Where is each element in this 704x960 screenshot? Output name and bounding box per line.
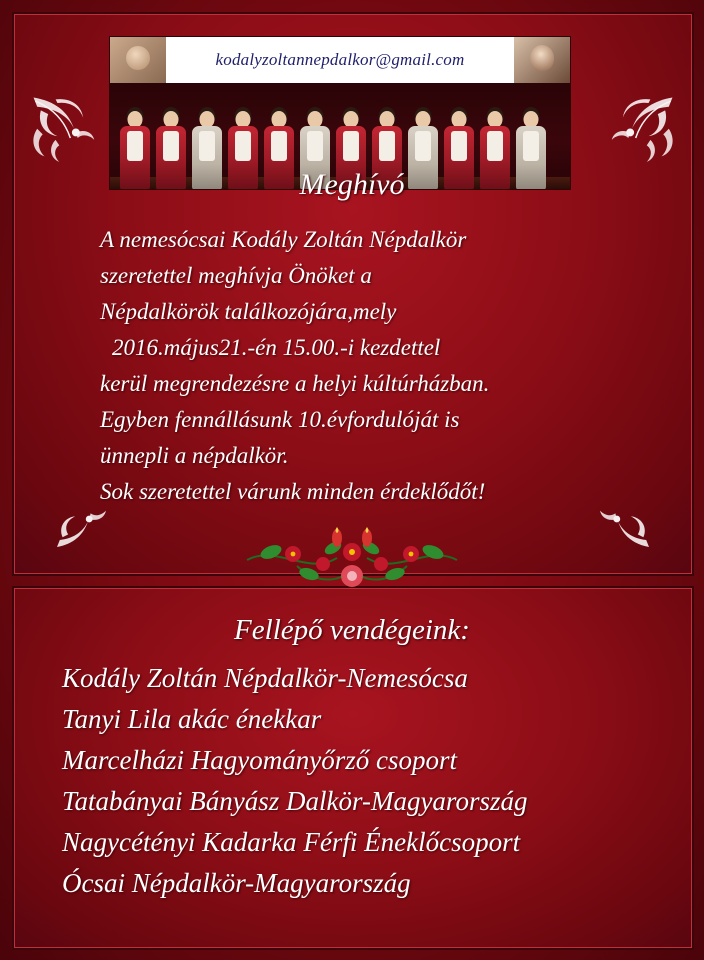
invitation-line: 2016.május21.-én 15.00.-i kezdettel (112, 335, 441, 360)
list-item: Kodály Zoltán Népdalkör-Nemesócsa (62, 663, 468, 693)
invitation-title: Meghívó (299, 168, 405, 201)
floral-divider-icon (237, 524, 467, 604)
invitation-line: szeretettel meghívja Önöket a (100, 263, 372, 288)
invitation-line: ünnepli a népdalkör. (100, 443, 289, 468)
list-item: Marcelházi Hagyományőrző csoport (62, 745, 457, 775)
guests-list (62, 658, 662, 904)
guests-title: Fellépő vendégeink: (234, 614, 470, 646)
email-banner (110, 37, 570, 83)
invitation-line: Sok szeretettel várunk minden érdeklődőt! (100, 479, 486, 504)
email-address: kodalyzoltannepdalkor@gmail.com (215, 50, 465, 69)
list-item: Ócsai Népdalkör-Magyarország (62, 868, 411, 898)
choir-photo-strip (109, 36, 571, 190)
list-item: Tatabányai Bányász Dalkör-Magyarország (62, 786, 528, 816)
list-item: Nagycétényi Kadarka Férfi Éneklőcsoport (62, 827, 521, 857)
invitation-body (100, 222, 620, 510)
portrait-photo-left (110, 37, 166, 83)
invitation-line: Egyben fennállásunk 10.évfordulóját is (100, 407, 460, 432)
list-item: Tanyi Lila akác énekkar (62, 704, 322, 734)
invitation-line: A nemesócsai Kodály Zoltán Népdalkör (100, 227, 467, 252)
portrait-photo-right (514, 37, 570, 83)
invitation-line: Népdalkörök találkozójára,mely (100, 299, 397, 324)
invitation-line: kerül megrendezésre a helyi kúltúrházban. (100, 371, 490, 396)
